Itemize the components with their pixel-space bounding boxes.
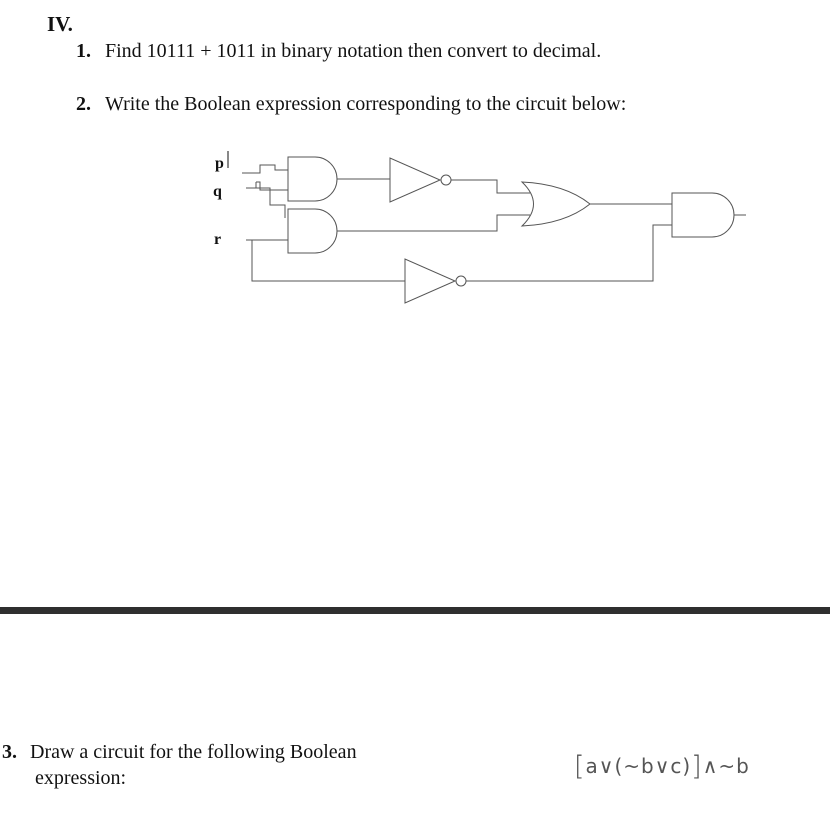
- question-3-text-line2: expression:: [35, 767, 127, 789]
- and-gate-3: [672, 193, 734, 237]
- not-gate-2-bubble: [456, 276, 466, 286]
- and-gate-1: [288, 157, 337, 201]
- question-3-number: 3.: [2, 741, 17, 763]
- or-gate: [522, 182, 590, 226]
- section-heading: IV.: [47, 12, 73, 36]
- expression-body: a∨(~b∨c): [585, 754, 692, 778]
- input-label-r: r: [214, 231, 222, 248]
- expression-close-bracket: ]: [691, 751, 703, 782]
- question-1-number: 1.: [76, 40, 91, 62]
- wire-not2-and3: [466, 225, 672, 281]
- wire-and2-or: [337, 215, 530, 231]
- and-gate-2: [288, 209, 337, 253]
- question-2-number: 2.: [76, 93, 91, 115]
- input-label-q: q: [213, 183, 222, 200]
- expression-open-bracket: [: [574, 751, 586, 782]
- input-label-p: p: [215, 155, 224, 172]
- not-gate-1: [390, 158, 440, 202]
- logic-circuit-diagram: [0, 0, 830, 330]
- not-gate-2: [405, 259, 455, 303]
- expression-tail: ∧~b: [702, 754, 750, 778]
- section-divider: [0, 607, 830, 614]
- not-gate-1-bubble: [441, 175, 451, 185]
- question-3: [2, 739, 357, 791]
- wire-p: [242, 165, 288, 173]
- wire-q: [246, 182, 288, 218]
- wire-r: [246, 240, 405, 281]
- question-2-text: Write the Boolean expression corresponding to the circuit below:: [105, 93, 627, 115]
- question-3-text-line1: Draw a circuit for the following Boolean: [30, 741, 357, 763]
- wire-not1-or: [451, 180, 530, 193]
- boolean-expression: [574, 751, 750, 782]
- question-1-text: Find 10111 + 1011 in binary notation then convert to decimal.: [105, 40, 602, 62]
